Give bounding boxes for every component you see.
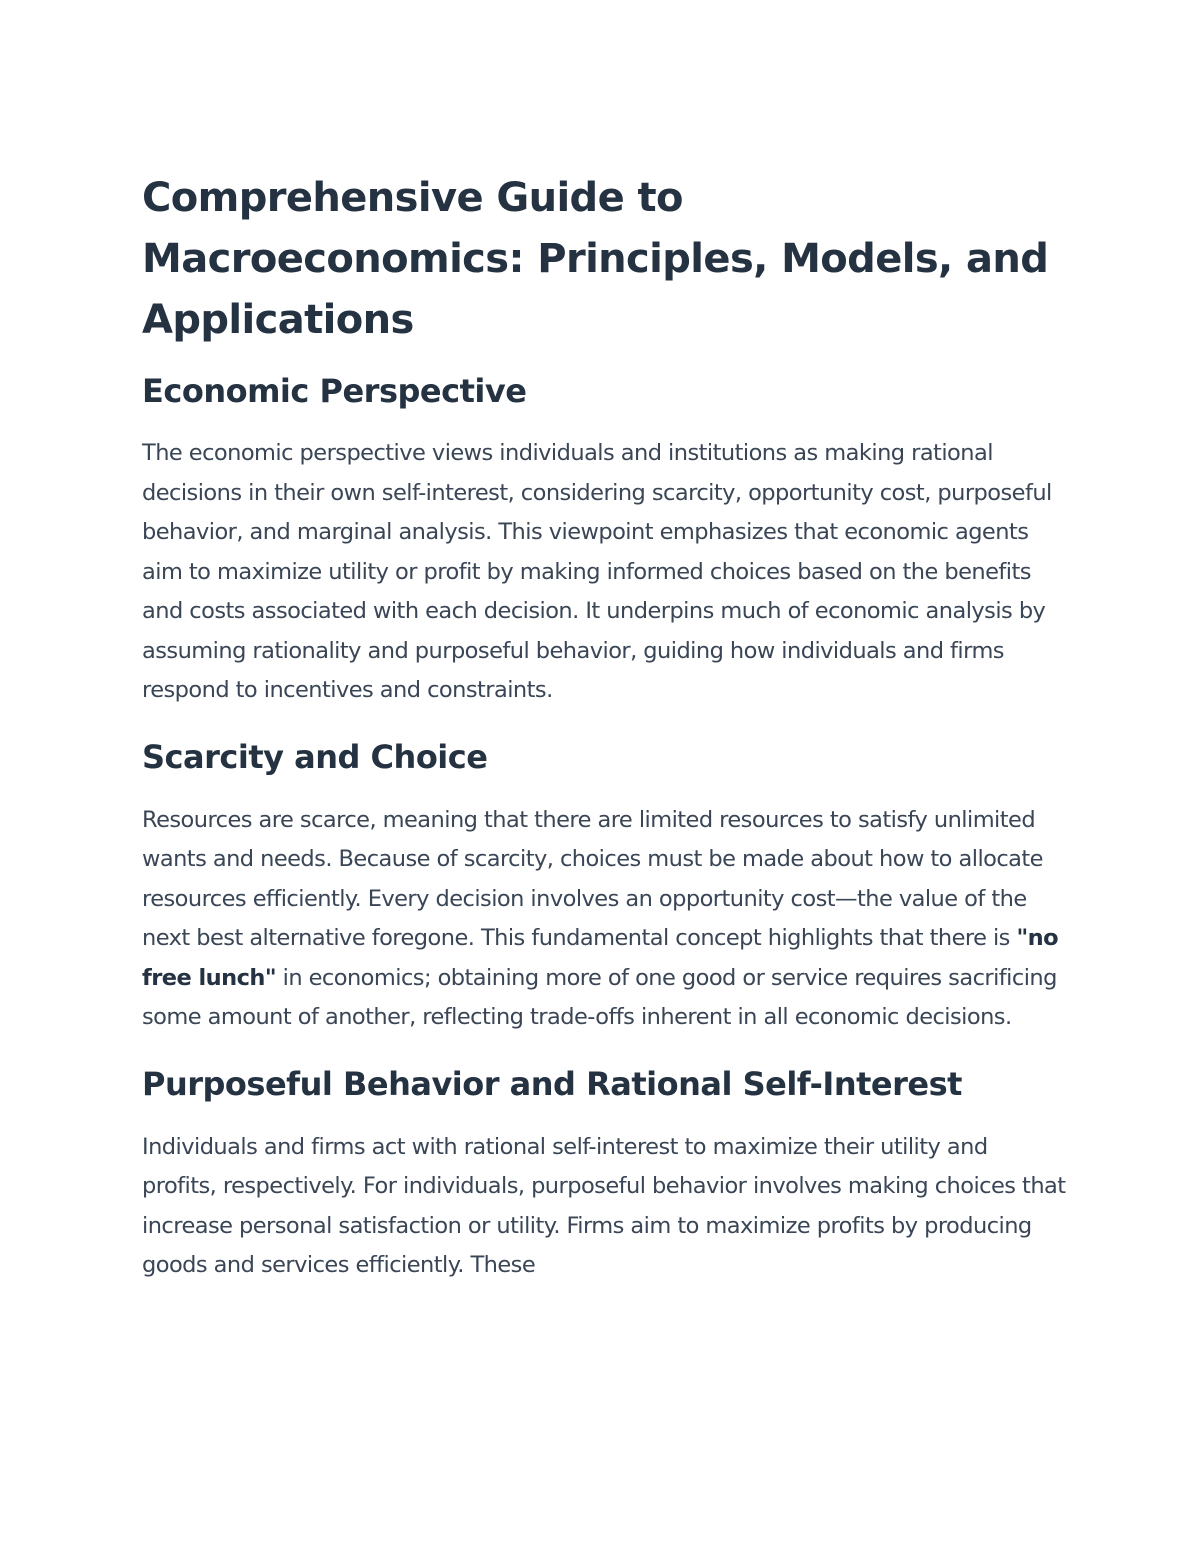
section-body-economic-perspective: The economic perspective views individuals and institutions as making rational decisions in their own self-interest, considering scarcity, opportunity cost, purposeful behavior, and marginal analysis. This viewpoint emphasizes that economic agents aim to maximize utility or profit by making informed choices based on the benefits and costs associated with each decision. It underpins much of economic analysis by assuming rationality and purposeful behavior, guiding how individuals and firms respond to incentives and constraints. (142, 440, 1052, 703)
bold-phrase-no-free-lunch: "no free lunch" (142, 925, 1058, 991)
section-heading-purposeful-behavior: Purposeful Behavior and Rational Self-Interest (142, 1064, 962, 1103)
section-heading-scarcity-and-choice: Scarcity and Choice (142, 737, 488, 776)
body-text-after: in economics; obtaining more of one good or service requires sacrificing some amount of another, reflecting trade-offs inherent in all economic decisions. (142, 964, 1057, 1030)
document-page (142, 168, 1067, 1286)
body-text-before: Resources are scarce, meaning that there are limited resources to satisfy unlimited wants and needs. Because of scarcity, choices must be made about how to allocate resources efficiently. Every decision involves an opportunity cost—the value of the next best alternative foregone. This fundamental concept highlights that there is (142, 806, 1043, 951)
section-body-scarcity-and-choice (142, 801, 1067, 1038)
section-heading-economic-perspective: Economic Perspective (142, 372, 527, 410)
document-title: Comprehensive Guide to Macroeconomics: Principles, Models, and Applications (142, 175, 1049, 343)
section-body-purposeful-behavior: Individuals and firms act with rational self-interest to maximize their utility and profits, respectively. For individuals, purposeful behavior involves making choices that increase personal satisfaction or utility. Firms aim to maximize profits by producing goods and services efficiently. These (142, 1133, 1066, 1278)
